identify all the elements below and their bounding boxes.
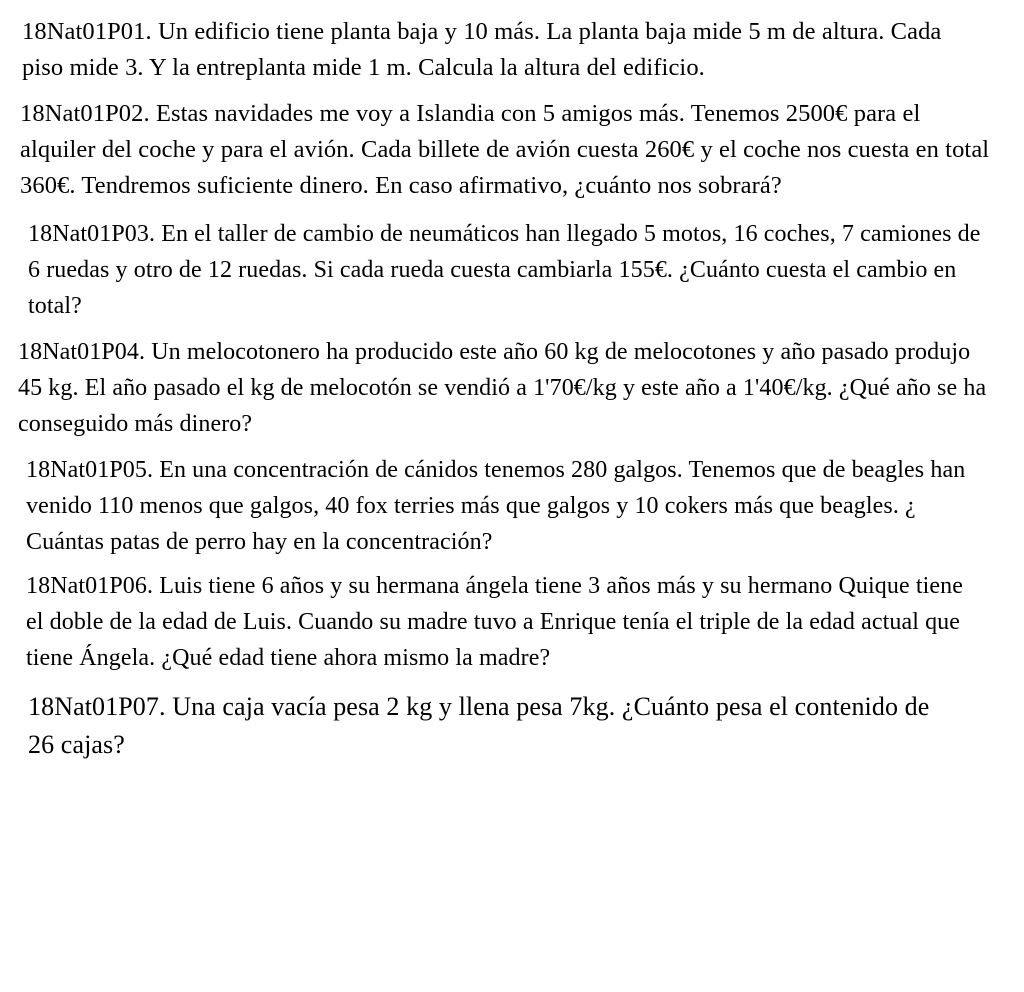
problem-item: 18Nat01P07. Una caja vacía pesa 2 kg y llena pesa 7kg. ¿Cuánto pesa el contenido de 26 cajas? [28, 692, 930, 759]
problem-item: 18Nat01P04. Un melocotonero ha producido este año 60 kg de melocotones y año pasado produjo 45 kg. El año pasado el kg de melocotón se vendió a 1'70€/kg y este año a 1'40€/kg. ¿Qué año se ha conseguido más dinero? [18, 339, 987, 437]
problem-item: 18Nat01P03. En el taller de cambio de neumáticos han llegado 5 motos, 16 coches, 7 camiones de 6 ruedas y otro de 12 ruedas. Si cada rueda cuesta cambiarla 155€. ¿Cuánto cuesta el cambio en total? [28, 221, 981, 319]
problem-item: 18Nat01P01. Un edificio tiene planta baja y 10 más. La planta baja mide 5 m de altura. Cada piso mide 3. Y la entreplanta mide 1 m. Calcula la altura del edificio. [22, 18, 942, 81]
problem-item: 18Nat01P06. Luis tiene 6 años y su hermana ángela tiene 3 años más y su hermano Quique tiene el doble de la edad de Luis. Cuando su madre tuvo a Enrique tenía el triple de la edad actual que tiene Ángela. ¿Qué edad tiene ahora mismo la madre? [26, 573, 963, 671]
problem-item: 18Nat01P02. Estas navidades me voy a Islandia con 5 amigos más. Tenemos 2500€ para el alquiler del coche y para el avión. Cada billete de avión cuesta 260€ y el coche nos cuesta en total 360€. Tendremos suficiente dinero. En caso afirmativo, ¿cuánto nos sobrará? [20, 100, 990, 199]
problem-item: 18Nat01P05. En una concentración de cánidos tenemos 280 galgos. Tenemos que de beagles han venido 110 menos que galgos, 40 fox terries más que galgos y 10 cokers más que beagles. ¿ Cuántas patas de perro hay en la concentración? [26, 457, 966, 555]
